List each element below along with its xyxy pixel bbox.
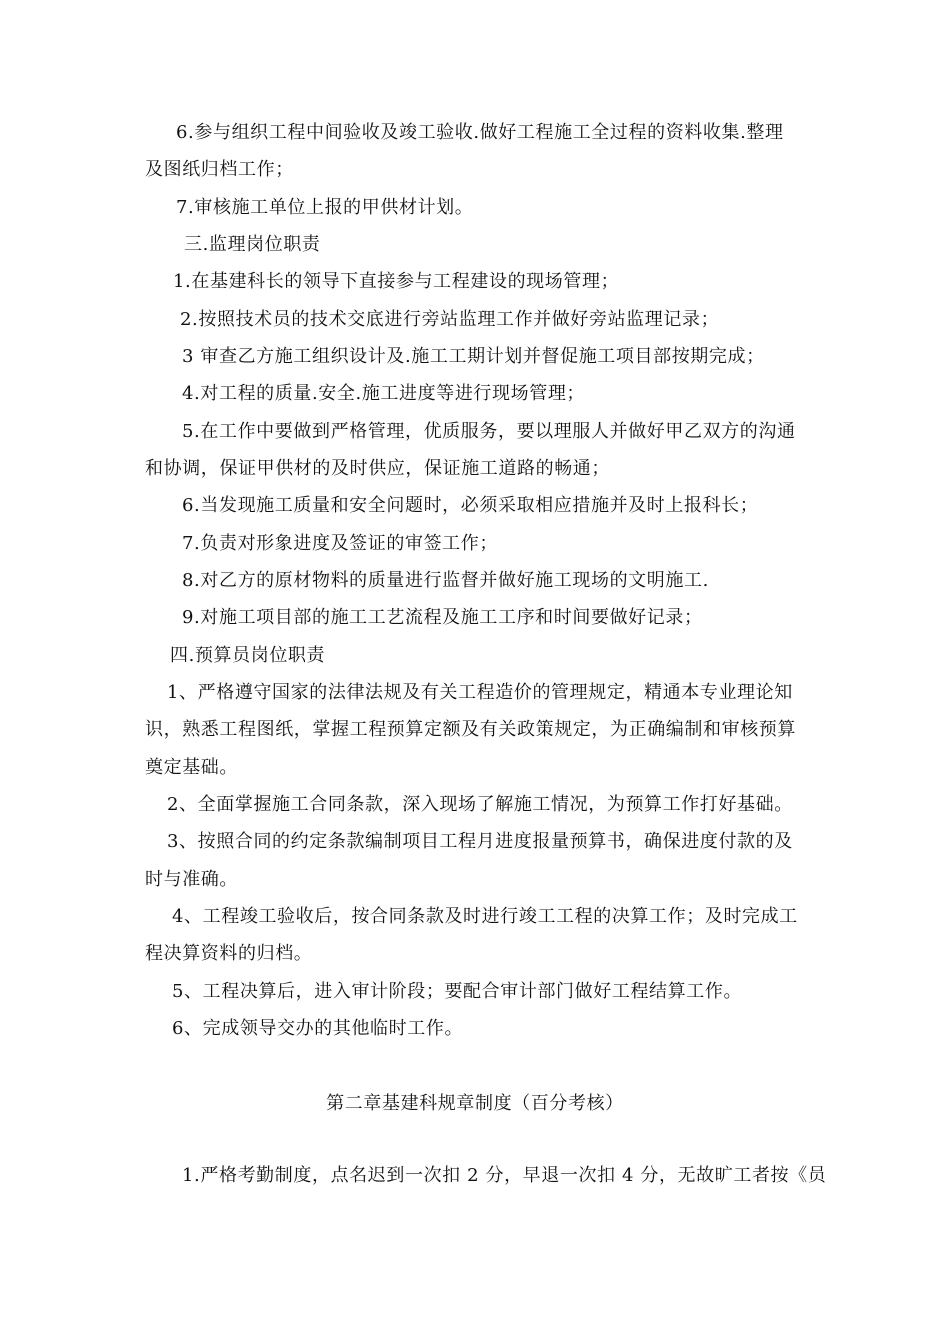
- text-line: 6.参与组织工程中间验收及竣工验收.做好工程施工全过程的资料收集.整理: [176, 122, 784, 143]
- text-line: 9.对施工项目部的施工工艺流程及施工工序和时间要做好记录；: [182, 607, 703, 628]
- text-line: 1、严格遵守国家的法律法规及有关工程造价的管理规定，精通本专业理论知: [167, 682, 793, 703]
- text-line: 及图纸归档工作；: [145, 159, 294, 180]
- text-line: 和协调，保证甲供材的及时供应，保证施工道路的畅通；: [145, 458, 610, 479]
- section-heading: 三.监理岗位职责: [184, 234, 321, 255]
- text-line: 4.对工程的质量.安全.施工进度等进行现场管理；: [182, 383, 586, 404]
- section-heading: 四.预算员岗位职责: [170, 645, 326, 666]
- text-line: 1.严格考勤制度，点名迟到一次扣 2 分，早退一次扣 4 分，无故旷工者按《员: [182, 1165, 827, 1186]
- text-line: 时与准确。: [145, 869, 238, 890]
- chapter-title: 第二章基建科规章制度（百分考核）: [326, 1093, 624, 1114]
- text-line: 程决算资料的归档。: [145, 943, 313, 964]
- text-line: 4、工程竣工验收后，按合同条款及时进行竣工工程的决算工作；及时完成工: [172, 906, 798, 927]
- text-line: 识，熟悉工程图纸，掌握工程预算定额及有关政策规定，为正确编制和审核预算: [145, 719, 796, 740]
- text-line: 7.负责对形象进度及签证的审签工作；: [182, 533, 498, 554]
- text-line: 6、完成领导交办的其他临时工作。: [172, 1018, 464, 1039]
- text-line: 2.按照技术员的技术交底进行旁站监理工作并做好旁站监理记录；: [180, 309, 720, 330]
- text-line: 3 审查乙方施工组织设计及.施工工期计划并督促施工项目部按期完成；: [182, 346, 765, 367]
- text-line: 6.当发现施工质量和安全问题时，必须采取相应措施并及时上报科长；: [182, 495, 759, 516]
- text-line: 1.在基建科长的领导下直接参与工程建设的现场管理；: [173, 271, 620, 292]
- text-line: 8.对乙方的原材物料的质量进行监督并做好施工现场的文明施工.: [182, 570, 709, 591]
- text-line: 7.审核施工单位上报的甲供材计划。: [176, 197, 474, 218]
- text-line: 奠定基础。: [145, 757, 238, 778]
- text-line: 2、全面掌握施工合同条款，深入现场了解施工情况，为预算工作打好基础。: [167, 794, 793, 815]
- text-line: 5.在工作中要做到严格管理，优质服务，要以理服人并做好甲乙双方的沟通: [182, 421, 796, 442]
- text-line: 3、按照合同的约定条款编制项目工程月进度报量预算书，确保进度付款的及: [167, 831, 793, 852]
- text-line: 5、工程决算后，进入审计阶段；要配合审计部门做好工程结算工作。: [172, 981, 743, 1002]
